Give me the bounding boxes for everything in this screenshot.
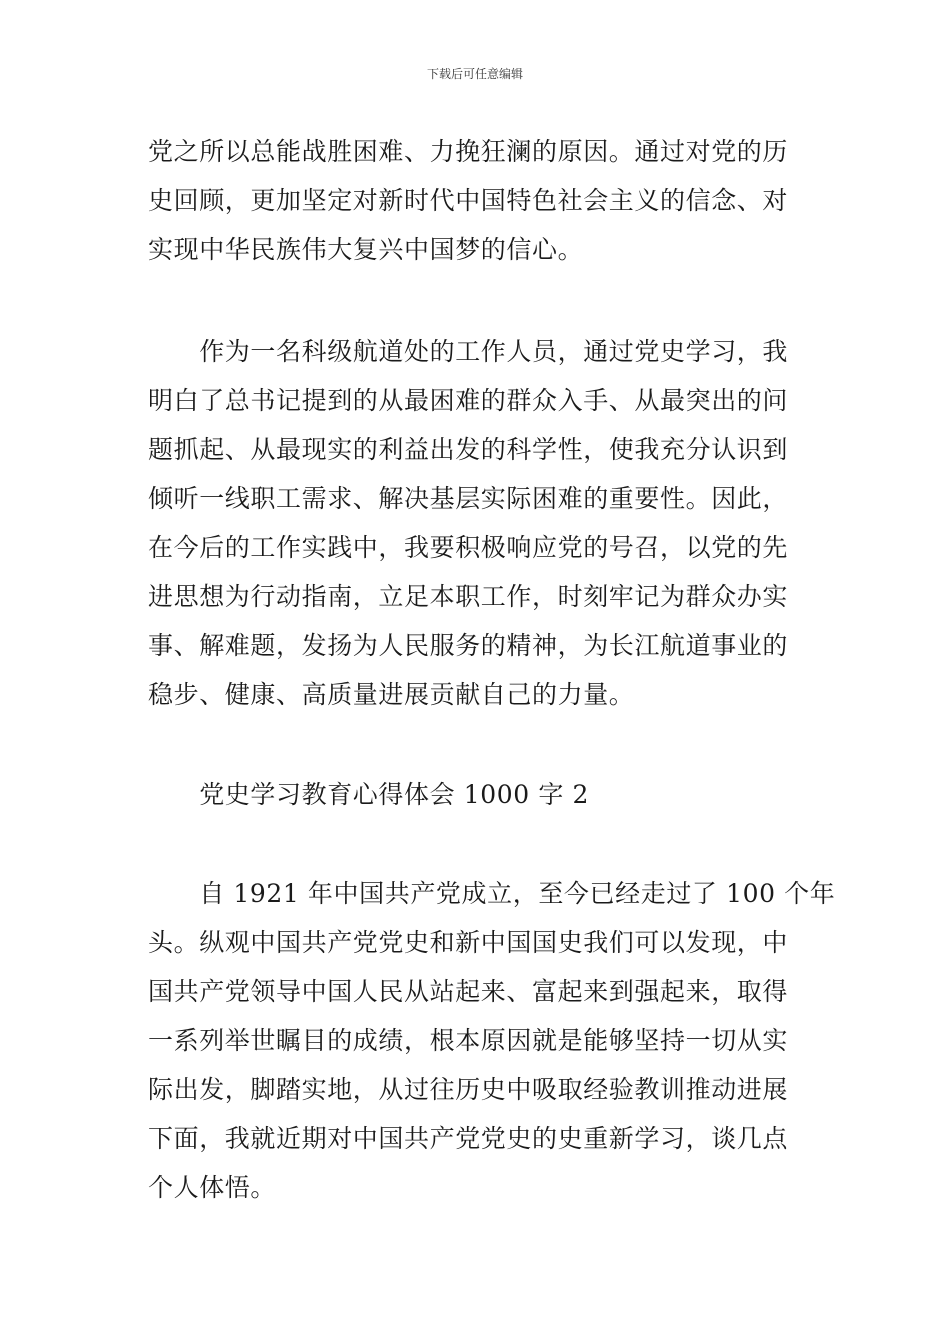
paragraph-1 bbox=[148, 127, 816, 274]
section-heading bbox=[148, 770, 816, 819]
text-line: 事、解难题，发扬为人民服务的精神，为长江航道事业的 bbox=[148, 631, 789, 660]
paragraph-3 bbox=[148, 869, 836, 1212]
text-line: 史回顾，更加坚定对新时代中国特色社会主义的信念、对 bbox=[148, 186, 789, 215]
text-line: 明白了总书记提到的从最困难的群众入手、从最突出的问 bbox=[148, 386, 789, 415]
text-line: 稳步、健康、高质量进展贡献自己的力量。 bbox=[148, 680, 635, 709]
text-line: 党之所以总能战胜困难、力挽狂澜的原因。通过对党的历 bbox=[148, 137, 789, 166]
text-line: 一系列举世瞩目的成绩，根本原因就是能够坚持一切从实 bbox=[148, 1026, 789, 1055]
text-line: 题抓起、从最现实的利益出发的科学性，使我充分认识到 bbox=[148, 435, 789, 464]
header-note: 下载后可任意编辑 bbox=[426, 67, 523, 81]
text-line: 在今后的工作实践中，我要积极响应党的号召，以党的先 bbox=[148, 533, 789, 562]
text-line: 倾听一线职工需求、解决基层实际困难的重要性。因此， bbox=[148, 484, 789, 513]
text-line: 进思想为行动指南，立足本职工作，时刻牢记为群众办实 bbox=[148, 582, 789, 611]
text-line: 国共产党领导中国人民从站起来、富起来到强起来，取得 bbox=[148, 977, 789, 1006]
text-line: 下面，我就近期对中国共产党党史的史重新学习，谈几点 bbox=[148, 1124, 789, 1153]
text-line: 实现中华民族伟大复兴中国梦的信心。 bbox=[148, 235, 584, 264]
text-line: 头。纵观中国共产党党史和新中国国史我们可以发现，中 bbox=[148, 928, 789, 957]
text-line: 际出发，脚踏实地，从过往历史中吸取经验教训推动进展 bbox=[148, 1075, 789, 1104]
text-line: 个人体悟。 bbox=[148, 1173, 277, 1202]
text-line: 自 1921 年中国共产党成立，至今已经走过了 100 个年 bbox=[148, 879, 836, 908]
heading-line: 党史学习教育心得体会 1000 字 2 bbox=[148, 780, 589, 809]
paragraph-2 bbox=[148, 327, 816, 719]
text-line: 作为一名科级航道处的工作人员，通过党史学习，我 bbox=[148, 337, 789, 366]
